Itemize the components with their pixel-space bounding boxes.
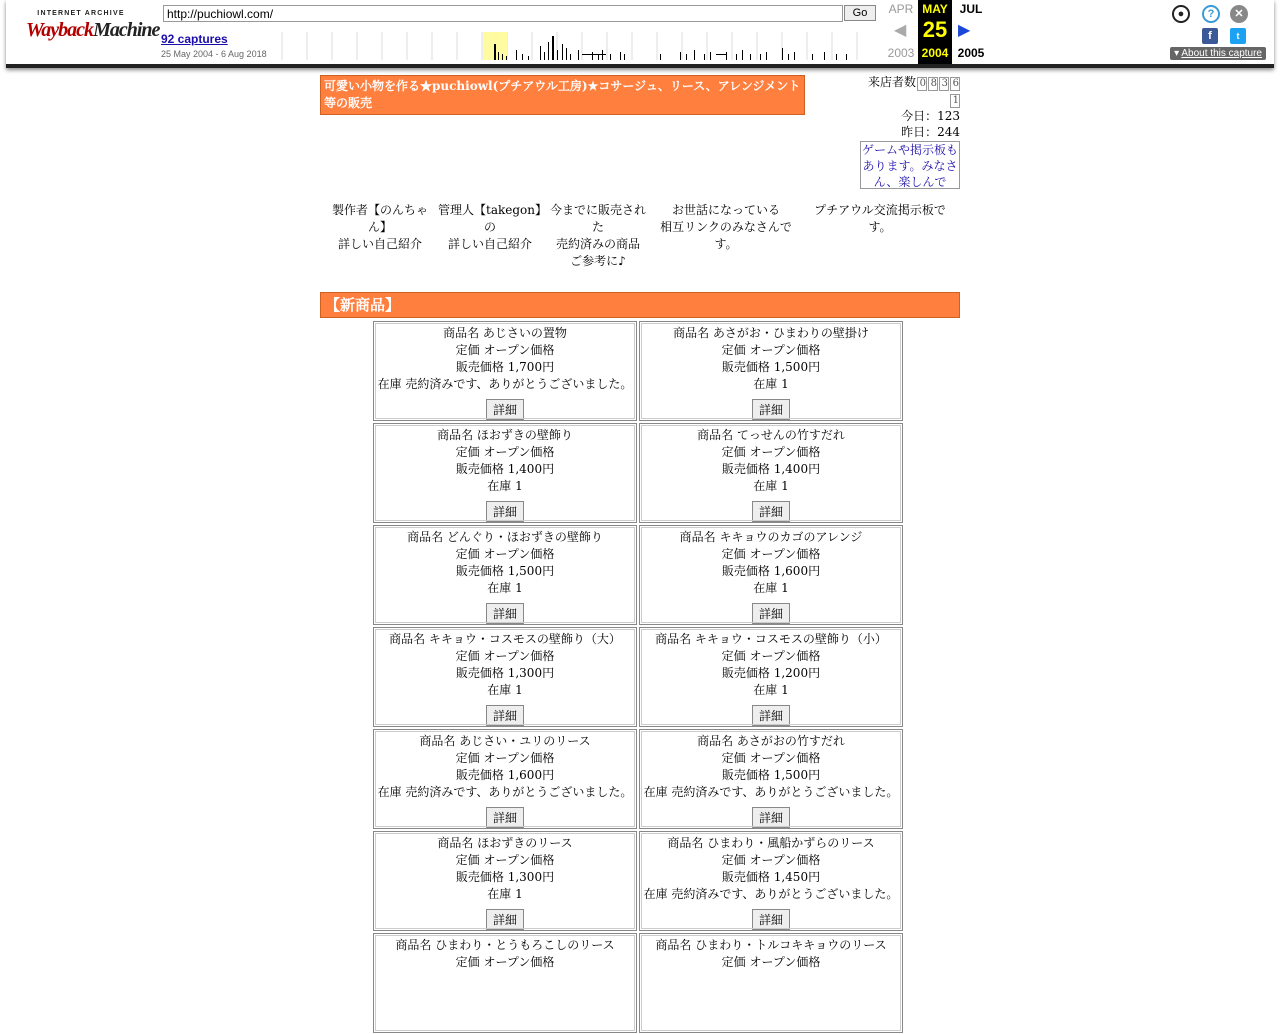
nav-line: す。	[868, 220, 892, 234]
product-price: 販売価格 1,600円	[721, 564, 821, 578]
help-icon[interactable]: ?	[1202, 5, 1220, 23]
product-card	[639, 321, 903, 421]
close-icon[interactable]: ✕	[1230, 5, 1248, 23]
product-row	[372, 626, 910, 728]
product-name: 商品名 ひまわり・トルコキキョウのリース	[655, 938, 887, 952]
nav-line: プチアウル交流掲示板で	[814, 203, 946, 217]
next-year-label: 2005	[957, 46, 985, 60]
cur-month-label: MAY	[922, 2, 948, 16]
product-list-price: 定価 オープン価格	[721, 547, 821, 561]
nav-line: の	[483, 220, 496, 234]
detail-button[interactable]: 詳細	[752, 603, 790, 624]
product-price: 販売価格 1,600円	[455, 768, 555, 782]
nav-line: 相互リンクのみなさんで	[660, 220, 792, 234]
toolbar-icons	[1172, 4, 1262, 48]
counter-digit: 0	[917, 77, 927, 91]
product-list-price: 定価 オープン価格	[721, 445, 821, 459]
logo-main-text	[26, 19, 160, 42]
product-grid	[372, 320, 910, 1034]
product-name: 商品名 てっせんの竹すだれ	[697, 428, 845, 442]
product-card	[373, 831, 637, 931]
product-price: 販売価格 1,200円	[721, 666, 821, 680]
about-capture-button[interactable]: ▾ About this capture	[1170, 47, 1266, 60]
wayback-toolbar	[6, 0, 1274, 68]
product-stock: 在庫 売約済みです、ありがとうございました。	[643, 887, 899, 901]
product-price: 販売価格 1,450円	[721, 870, 821, 884]
product-list-price: 定価 オープン価格	[721, 955, 821, 969]
product-list-price: 定価 オープン価格	[455, 547, 555, 561]
month-navigator	[882, 0, 992, 64]
product-row	[372, 422, 910, 524]
product-name: 商品名 キキョウ・コスモスの壁飾り（小）	[655, 632, 887, 646]
detail-button[interactable]: 詳細	[752, 909, 790, 930]
product-card	[639, 423, 903, 523]
site-title: 可愛い小物を作る★puchiowl(プチアウル工房)★コサージュ、リース、アレンジメント等の販売	[320, 75, 805, 115]
product-card	[373, 525, 637, 625]
product-price: 販売価格 1,300円	[455, 870, 555, 884]
product-name: 商品名 あさがお・ひまわりの壁掛け	[673, 326, 869, 340]
product-name: 商品名 ほおずきの壁飾り	[437, 428, 573, 442]
nav-mutual-links[interactable]	[656, 202, 796, 253]
product-card	[373, 933, 637, 1033]
about-capture-label: About this capture	[1181, 48, 1262, 59]
product-list-price: 定価 オープン価格	[455, 343, 555, 357]
product-stock: 在庫 1	[753, 581, 789, 595]
product-stock: 在庫 1	[487, 887, 523, 901]
product-name: 商品名 キキョウ・コスモスの壁飾り（大）	[389, 632, 621, 646]
product-card	[639, 627, 903, 727]
counter-row	[810, 74, 960, 91]
detail-button[interactable]: 詳細	[486, 705, 524, 726]
prev-month-label: APR	[888, 2, 914, 16]
next-month-label: JUL	[959, 2, 983, 16]
nav-line: 売約済みの商品	[555, 237, 640, 251]
product-row	[372, 728, 910, 830]
product-list-price: 定価 オープン価格	[721, 853, 821, 867]
nav-line: た	[591, 220, 604, 234]
product-price: 販売価格 1,300円	[455, 666, 555, 680]
nav-sold-items[interactable]	[546, 202, 650, 270]
product-name: 商品名 ほおずきのリース	[437, 836, 573, 850]
counter-row-2	[810, 91, 960, 108]
product-stock: 在庫 1	[487, 683, 523, 697]
product-card	[373, 321, 637, 421]
product-stock: 在庫 1	[487, 581, 523, 595]
cur-day-label: 25	[922, 17, 948, 42]
product-stock: 在庫 1	[753, 479, 789, 493]
nav-line: 詳しい自己紹介	[447, 237, 532, 251]
wayback-logo[interactable]	[26, 10, 160, 50]
product-card	[639, 933, 903, 1033]
nav-line: 今までに販売され	[549, 203, 646, 217]
product-stock: 在庫 1	[753, 377, 789, 391]
product-list-price: 定価 オープン価格	[721, 343, 821, 357]
today-count: 今日：123	[901, 109, 960, 123]
nav-admin-profile[interactable]	[438, 202, 547, 253]
product-price: 販売価格 1,500円	[721, 768, 821, 782]
next-arrow-icon[interactable]: ▶	[958, 22, 971, 39]
current-month	[918, 0, 952, 64]
prev-arrow-icon[interactable]: ◀	[894, 22, 907, 39]
go-button[interactable]: Go	[844, 5, 876, 21]
detail-button[interactable]: 詳細	[752, 807, 790, 828]
nav-line: す。	[714, 237, 738, 251]
product-list-price: 定価 オープン価格	[455, 853, 555, 867]
product-name: 商品名 あじさいの置物	[443, 326, 567, 340]
product-price: 販売価格 1,400円	[721, 462, 821, 476]
product-name: 商品名 あじさい・ユリのリース	[419, 734, 591, 748]
product-name: 商品名 キキョウのカゴのアレンジ	[679, 530, 863, 544]
detail-button[interactable]: 詳細	[752, 705, 790, 726]
product-list-price: 定価 オープン価格	[721, 751, 821, 765]
new-products-header: 【新商品】	[320, 292, 960, 318]
product-name: 商品名 ひまわり・風船かずらのリース	[667, 836, 875, 850]
capture-sparkline[interactable]	[276, 32, 876, 60]
product-card	[639, 729, 903, 829]
product-price: 販売価格 1,700円	[455, 360, 555, 374]
nav-line: 製作者【のんちゃ	[331, 203, 428, 217]
detail-button[interactable]: 詳細	[486, 909, 524, 930]
detail-button[interactable]: 詳細	[752, 399, 790, 420]
counter-label: 来店者数	[867, 75, 916, 89]
counter-digit: 8	[928, 77, 938, 91]
counter-digit: 3	[939, 77, 949, 91]
nav-line: ん】	[367, 220, 392, 234]
product-card	[373, 627, 637, 727]
detail-button[interactable]: 詳細	[486, 399, 524, 420]
product-card	[373, 423, 637, 523]
facebook-icon[interactable]: f	[1202, 28, 1218, 44]
product-stock: 在庫 売約済みです、ありがとうございました。	[377, 785, 633, 799]
product-row	[372, 932, 910, 1034]
product-name: 商品名 あさがおの竹すだれ	[697, 734, 845, 748]
product-row	[372, 524, 910, 626]
nav-bbs[interactable]	[810, 202, 950, 236]
product-price: 販売価格 1,500円	[455, 564, 555, 578]
logo-top-text: INTERNET ARCHIVE	[37, 10, 125, 17]
product-stock: 在庫 売約済みです、ありがとうございました。	[643, 785, 899, 799]
url-input[interactable]	[163, 5, 843, 22]
product-list-price: 定価 オープン価格	[455, 955, 555, 969]
product-stock: 在庫 1	[487, 479, 523, 493]
capture-range: 25 May 2004 - 6 Aug 2018	[161, 49, 267, 59]
detail-button[interactable]: 詳細	[752, 501, 790, 522]
product-row	[372, 320, 910, 422]
nav-maker-profile[interactable]	[326, 202, 434, 253]
nav-line: 詳しい自己紹介	[337, 237, 422, 251]
product-price: 販売価格 1,500円	[721, 360, 821, 374]
product-name: 商品名 ひまわり・とうもろこしのリース	[395, 938, 615, 952]
prev-year-label: 2003	[887, 46, 915, 60]
twitter-icon[interactable]: t	[1230, 28, 1246, 44]
detail-button[interactable]: 詳細	[486, 807, 524, 828]
product-card	[373, 729, 637, 829]
product-list-price: 定価 オープン価格	[455, 445, 555, 459]
captures-link[interactable]: 92 captures	[161, 32, 228, 46]
nav-line: ご参考に♪	[570, 254, 626, 268]
product-card	[639, 525, 903, 625]
product-list-price: 定価 オープン価格	[455, 649, 555, 663]
logo-main-a: Wayback	[26, 19, 94, 41]
product-price: 販売価格 1,400円	[455, 462, 555, 476]
cur-year-label: 2004	[921, 46, 949, 60]
detail-button[interactable]: 詳細	[486, 501, 524, 522]
detail-button[interactable]: 詳細	[486, 603, 524, 624]
counter-digit: 6	[950, 77, 960, 91]
product-card	[639, 831, 903, 931]
yesterday-count: 昨日：244	[901, 125, 960, 139]
nav-line: 管理人【takegon】	[438, 203, 547, 217]
counter-digit: 1	[950, 94, 960, 108]
visitor-counter	[810, 74, 960, 140]
game-board-banner[interactable]: ゲームや掲示板もあります。みなさん、楽しんで	[861, 143, 958, 189]
product-name: 商品名 どんぐり・ほおずきの壁飾り	[407, 530, 603, 544]
logo-main-b: Machine	[93, 19, 160, 41]
product-row	[372, 830, 910, 932]
product-list-price: 定価 オープン価格	[721, 649, 821, 663]
product-list-price: 定価 オープン価格	[455, 751, 555, 765]
nav-line: お世話になっている	[671, 203, 780, 217]
user-icon[interactable]: ●	[1172, 5, 1190, 23]
product-stock: 在庫 売約済みです、ありがとうございました。	[377, 377, 633, 391]
product-stock: 在庫 1	[753, 683, 789, 697]
